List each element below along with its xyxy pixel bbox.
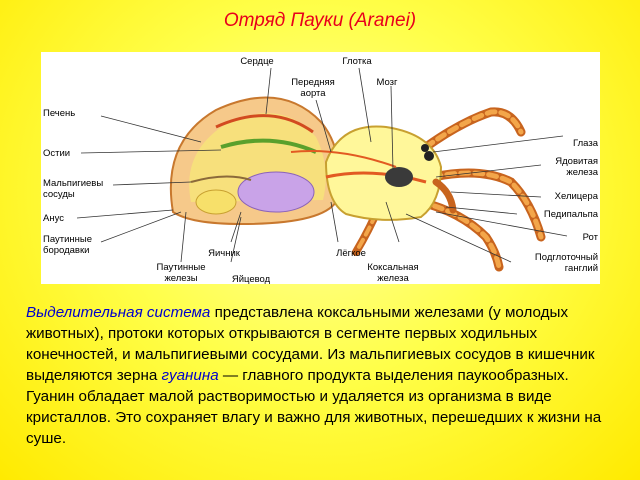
label-ostia: Остии <box>43 148 71 159</box>
term-guanine: гуанина <box>161 367 219 384</box>
description-paragraph <box>26 302 616 449</box>
label-coxal-gland: Коксальная железа <box>367 262 419 284</box>
label-venom-gland: Ядовитая железа <box>555 156 598 178</box>
label-pharynx: Глотка <box>342 56 372 67</box>
label-lung: Лёгкое <box>336 248 366 259</box>
label-brain: Мозг <box>376 77 398 88</box>
label-anus: Анус <box>43 213 64 224</box>
text-part-1: представлена коксальными железами (у молодых животных), протоки которых открываются в сегменте первых ходильных конечностей, и мальпигиевыми сосудами. Из мальпигиевых сосудов в кишечник выделяются зерна <box>26 304 595 384</box>
label-anterior-aorta: Передняя аорта <box>291 77 335 99</box>
label-eyes: Глаза <box>573 138 598 149</box>
slide-title: Отряд Пауки (Aranei) <box>223 10 417 31</box>
label-ovary: Яичник <box>208 248 240 259</box>
label-chelicera: Хелицера <box>554 191 598 202</box>
label-silk-glands: Паутинные железы <box>156 262 206 284</box>
spider-anatomy-diagram <box>41 52 600 284</box>
label-mouth: Рот <box>582 232 598 243</box>
label-malpighian: Мальпигиевы сосуды <box>43 178 104 200</box>
label-heart: Сердце <box>240 56 274 67</box>
label-liver: Печень <box>43 108 76 119</box>
label-subesophageal-ganglion: Подглоточный ганглий <box>534 252 598 274</box>
text-part-2: — главного продукта выделения паукообразных. Гуанин обладает малой растворимостью и удаляется из организма в виде кристаллов. Это сохраняет влагу и важно для животных, перешедших к жизни на суше. <box>26 367 602 447</box>
label-oviduct: Яйцевод <box>231 274 271 285</box>
label-spinnerets: Паутинные бородавки <box>43 234 93 256</box>
abdomen <box>171 98 339 225</box>
label-pedipalp: Педипальпа <box>543 209 598 220</box>
term-excretory-system: Выделительная система <box>26 304 211 321</box>
